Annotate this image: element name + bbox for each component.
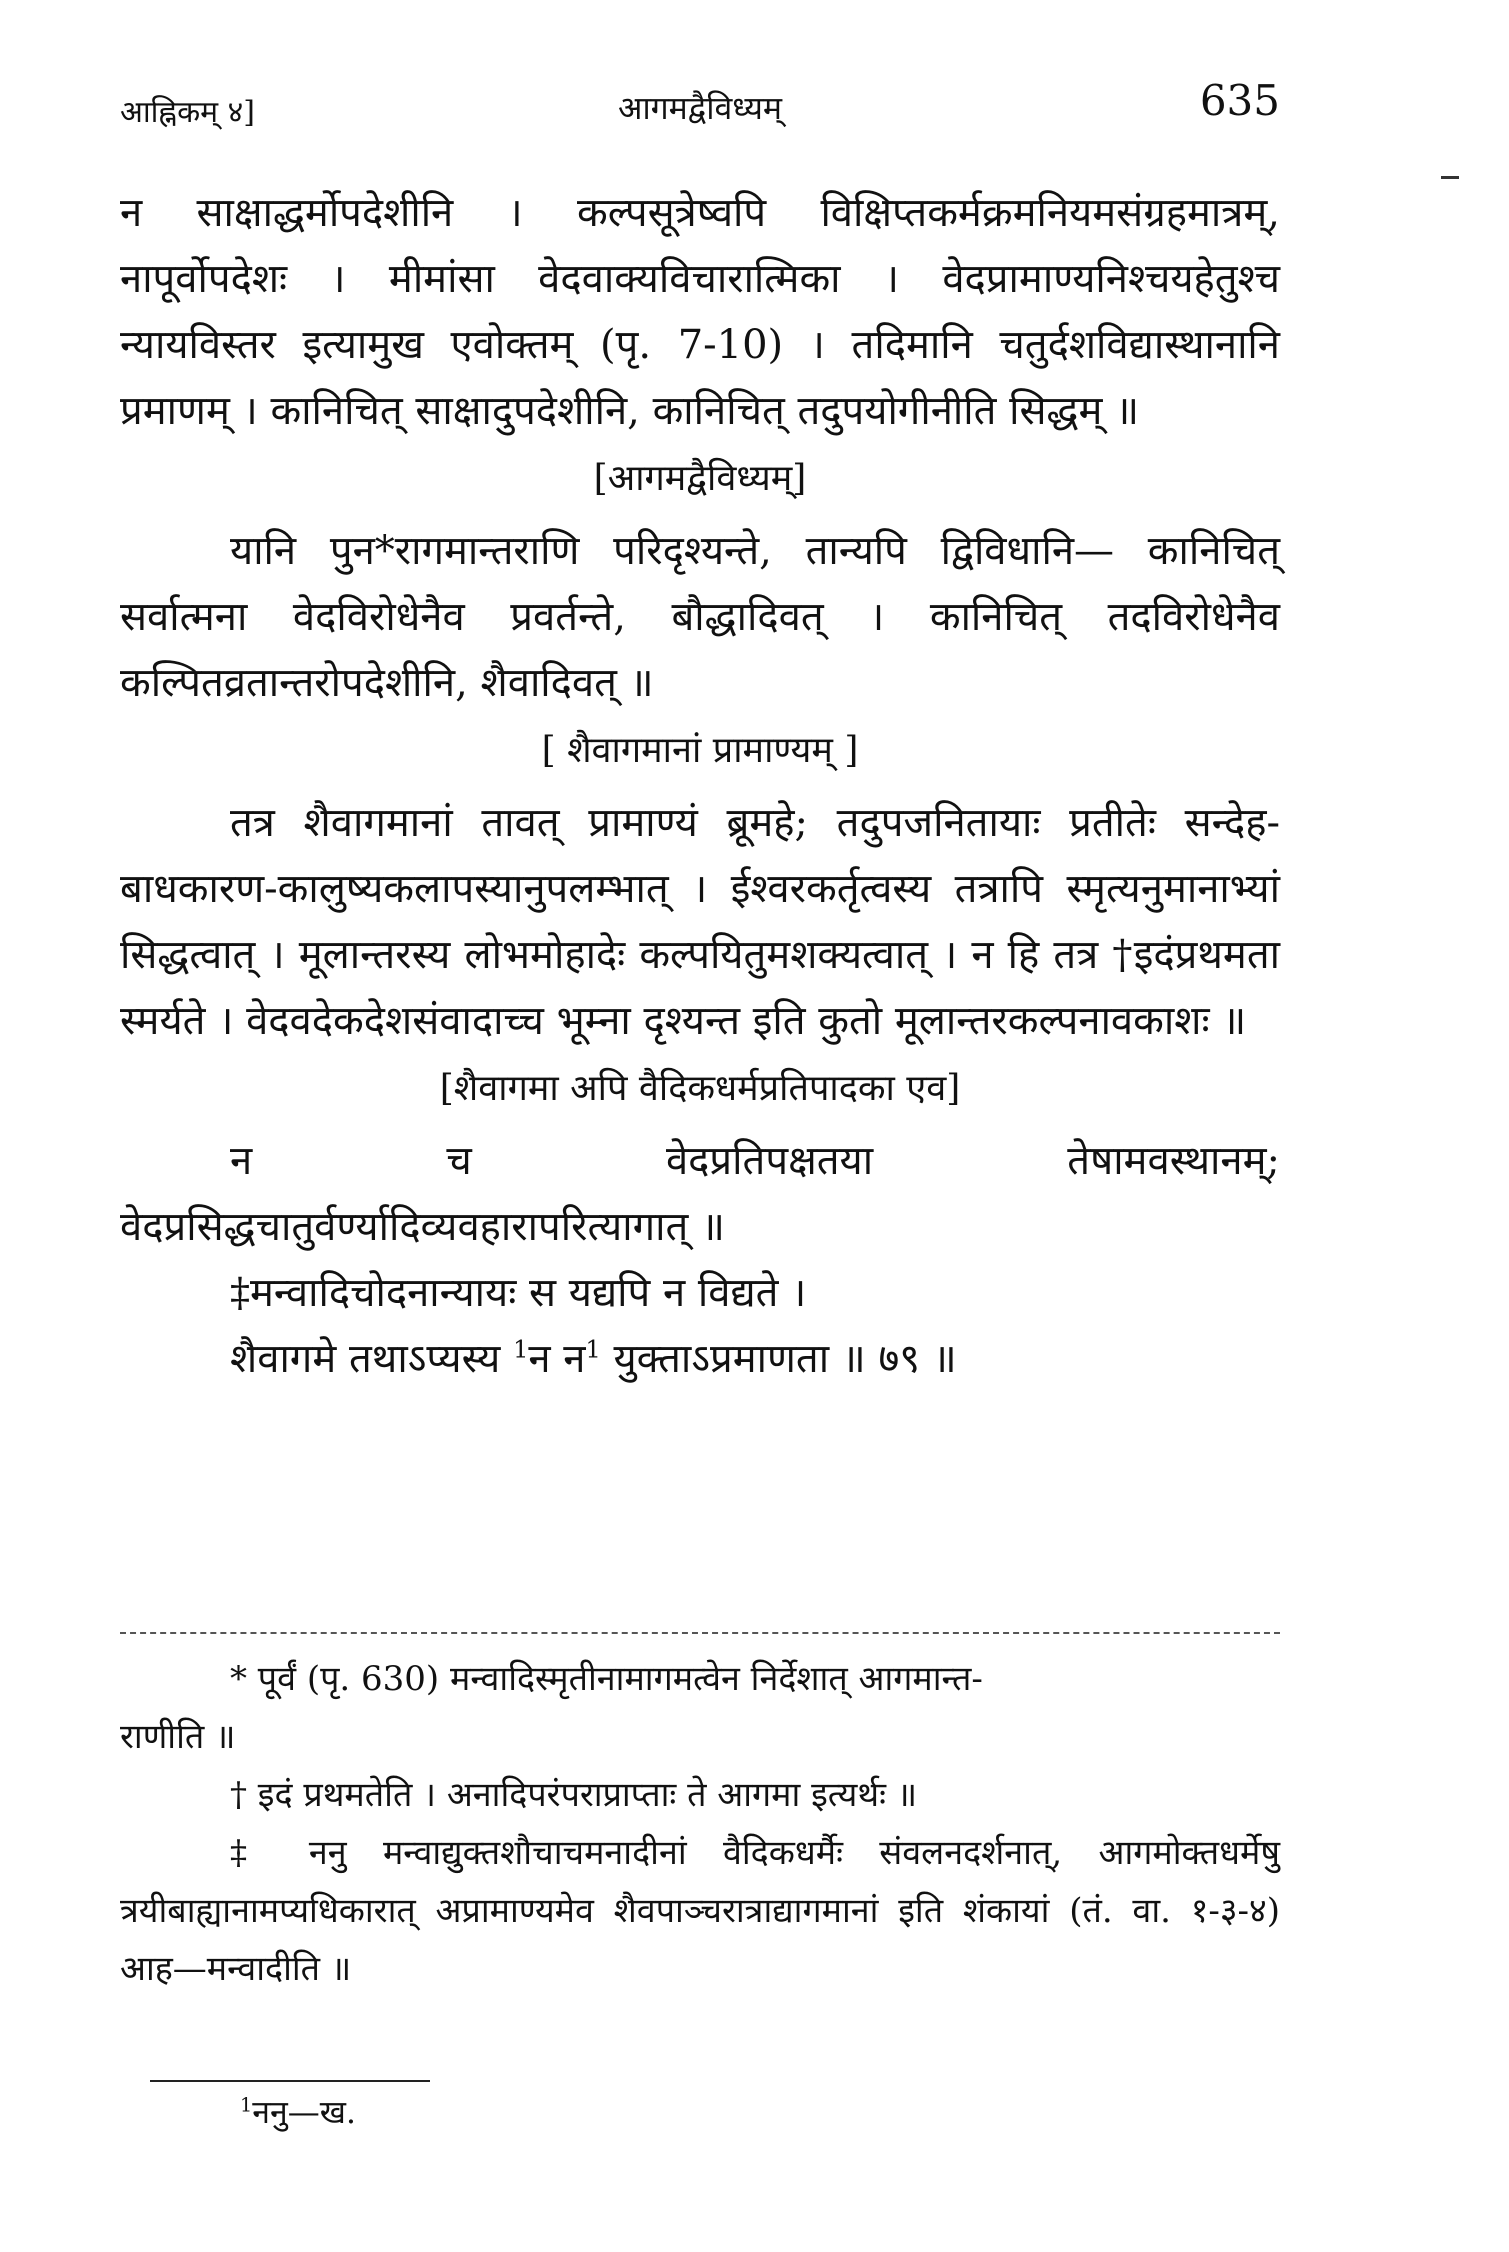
footnote-star-cont: राणीति ॥ bbox=[120, 1717, 236, 1757]
footnote-dagger: † इदं प्रथमतेति । अनादिपरंपराप्राप्ताः ते आगमा इत्यर्थः ॥ bbox=[230, 1775, 918, 1815]
verse-line-2 bbox=[230, 1326, 1280, 1392]
footnote-star bbox=[120, 1650, 1280, 1708]
verse-line-1: ‡मन्वादिचोदनान्यायः स यद्यपि न विद्यते । bbox=[230, 1270, 807, 1316]
variant-marker: 1 bbox=[513, 1335, 529, 1364]
chapter-label: आह्निकम् ४] bbox=[120, 95, 255, 130]
verse-line-2-part-b: न न bbox=[528, 1336, 586, 1382]
variant-marker: 1 bbox=[585, 1335, 601, 1364]
paragraph-4: न च वेदप्रतिपक्षतया तेषामवस्थानम्; वेदप्रसिद्धचातुर्वर्ण्यादिव्यवहारापरित्यागात् ॥ bbox=[120, 1138, 1280, 1250]
running-header bbox=[120, 76, 1280, 136]
footnote-star-line-1: * पूर्वं (पृ. 630) मन्वादिस्मृतीनामागमत्वेन निर्देशात् आगमान्त- bbox=[230, 1659, 983, 1699]
verse-line-2-part-c: युक्ताऽप्रमाणता ॥ ७९ ॥ bbox=[613, 1336, 957, 1382]
section-heading-shaivagama-pramanya: [ शैवागमानां प्रामाण्यम् ] bbox=[541, 730, 859, 771]
paragraph-2: यानि पुन*रागमान्तराणि परिदृश्यन्ते, तान्यपि द्विविधानि— कानिचित् सर्वात्मना वेदविरोधेनैव प्रवर्तन्ते, बौद्धादिवत् । कानिचित् तदविरोधेनैव कल्पितव्रतान्तरोपदेशीनि, शैवादिवत् ॥ bbox=[120, 528, 1280, 706]
footnote-double-dagger: ‡ ननु मन्वाद्युक्तशौचाचमनादीनां वैदिकधर्मैः संवलनदर्शनात्, आगमोक्तधर्मेषु त्रयीबाह्यानामप्यधिकारात् अप्रामाण्यमेव शैवपाञ्चरात्राद्यागमानां इति शंकायां (तं. वा. १-३-४) आह—मन्वादीति ॥ bbox=[120, 1833, 1280, 1989]
critical-apparatus-note bbox=[240, 2090, 356, 2133]
section-heading-agamadvaividhyam: [आगमद्वैविध्यम्] bbox=[593, 458, 807, 499]
main-text bbox=[120, 180, 1280, 1392]
page-number: 635 bbox=[1199, 76, 1280, 125]
paragraph-1: न साक्षाद्धर्मोपदेशीनि । कल्पसूत्रेष्वपि विक्षिप्तकर्मक्रमनियमसंग्रहमात्रम्, नापूर्वोपदेशः । मीमांसा वेदवाक्यविचारात्मिका । वेदप्रामाण्यनिश्चयहेतुश्च न्यायविस्तर इत्यामुख एवोक्तम् (पृ. 7-10) । तदिमानि चतुर्दशविद्यास्थानानि प्रमाणम् । कानिचित् साक्षादुपदेशीनि, कानिचित् तदुपयोगीनीति सिद्धम् ॥ bbox=[120, 190, 1280, 434]
verse-79 bbox=[230, 1260, 1280, 1392]
running-title: आगमद्वैविध्यम् bbox=[617, 89, 783, 127]
paragraph-3: तत्र शैवागमानां तावत् प्रामाण्यं ब्रूमहे; तदुपजनितायाः प्रतीतेः सन्देह-बाधकारण-कालुष्यकलापस्यानुपलम्भात् । ईश्वरकर्तृत्वस्य तत्रापि स्मृत्यनुमानाभ्यां सिद्धत्वात् । मूलान्तरस्य लोभमोहादेः कल्पयितुमशक्यत्वात् । न हि तत्र †इदंप्रथमता स्मर्यते । वेदवदेकदेशसंवादाच्च भूम्ना दृश्यन्त इति कुतो मूलान्तरकल्पनावकाशः ॥ bbox=[120, 800, 1280, 1044]
margin-mark bbox=[1441, 176, 1459, 179]
verse-line-2-part-a: शैवागमे तथाऽप्यस्य bbox=[230, 1336, 501, 1382]
section-heading-vaidika-dharma: [शैवागमा अपि वैदिकधर्मप्रतिपादका एव] bbox=[439, 1068, 961, 1109]
apparatus-number: 1 bbox=[240, 2093, 253, 2117]
footnotes bbox=[120, 1650, 1280, 1998]
apparatus-rule bbox=[150, 2080, 430, 2082]
footnote-separator bbox=[120, 1632, 1280, 1634]
apparatus-text: ननु—ख. bbox=[252, 2093, 357, 2131]
